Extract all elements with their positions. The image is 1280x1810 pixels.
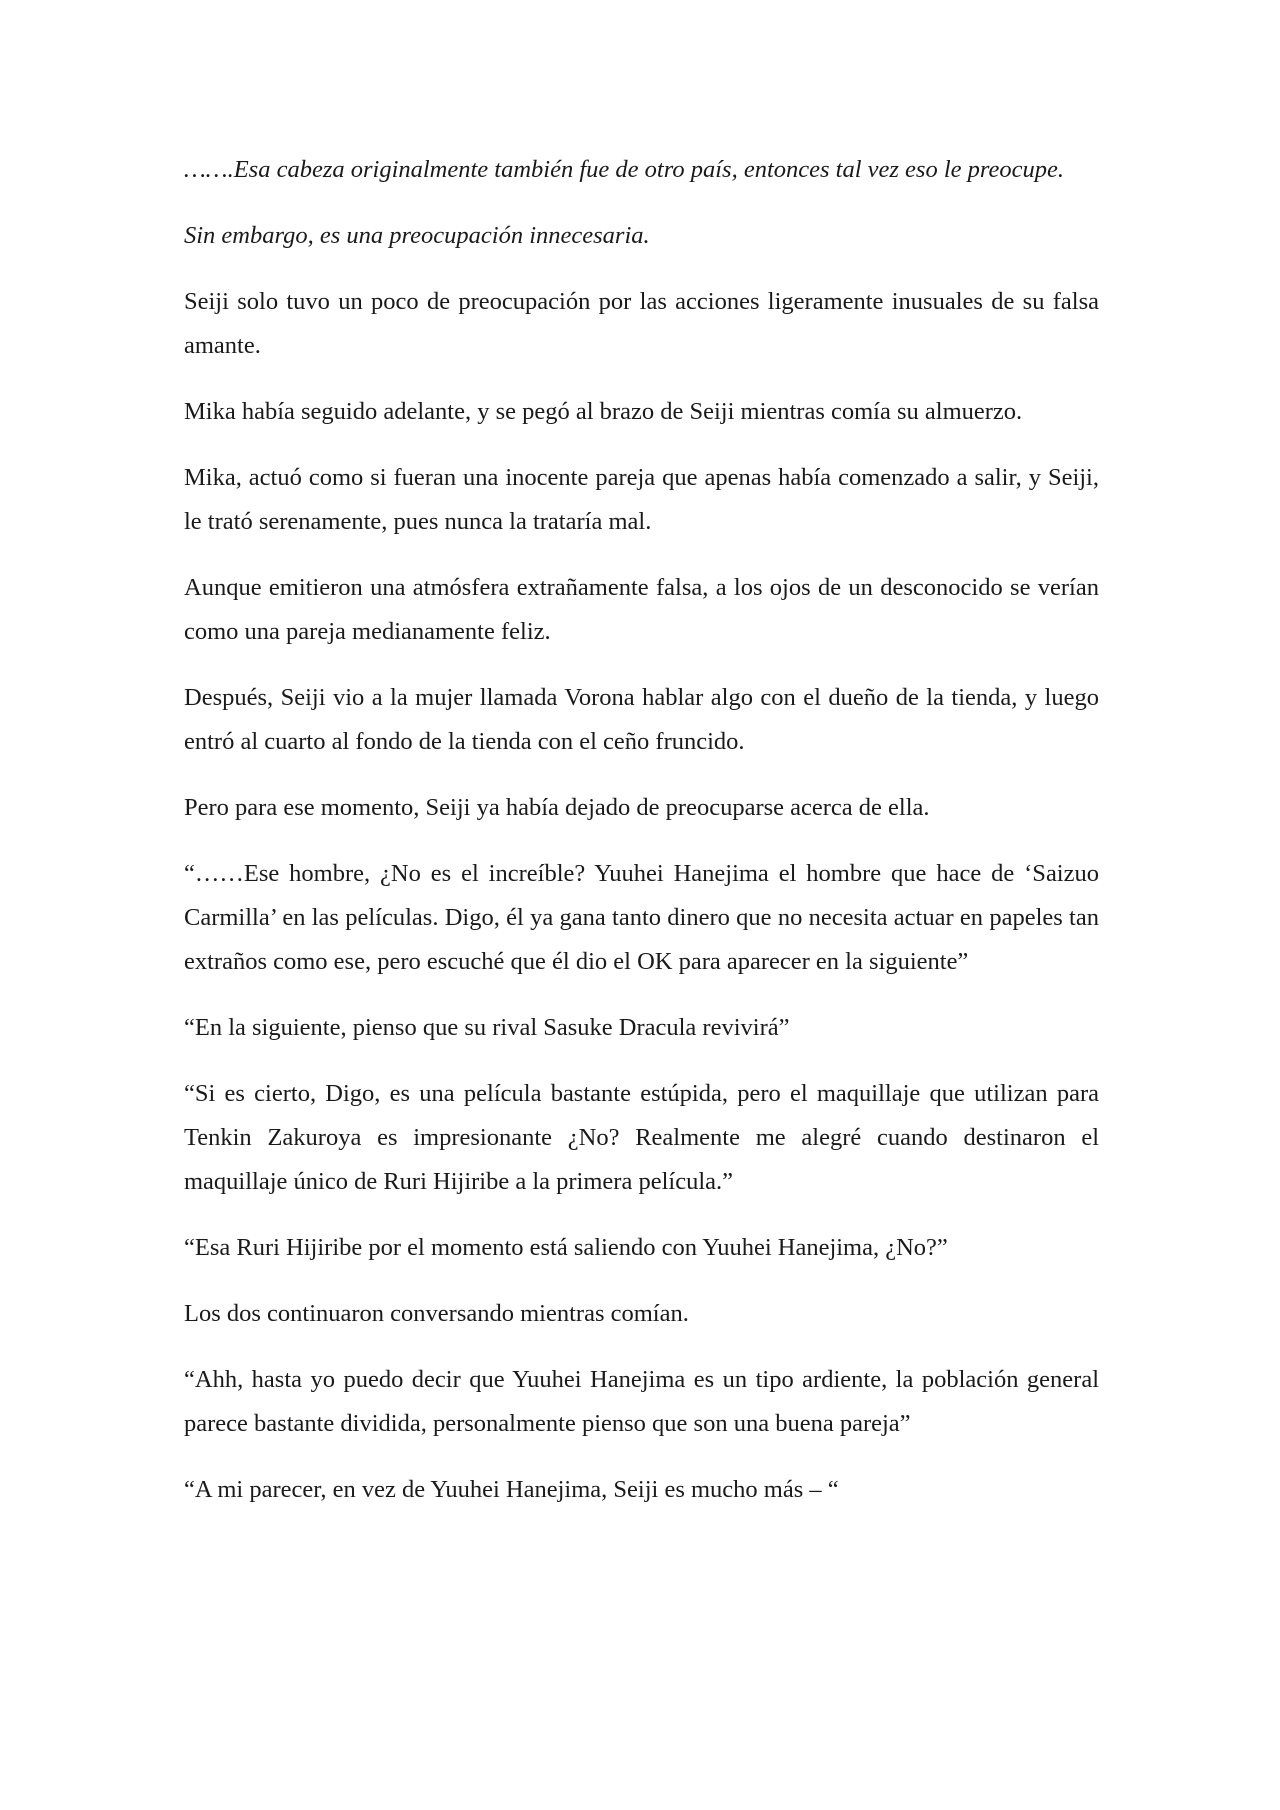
paragraph-15: “A mi parecer, en vez de Yuuhei Hanejima, Seiji es mucho más – “ — [184, 1476, 839, 1503]
paragraph-14: “Ahh, hasta yo puedo decir que Yuuhei Hanejima es un tipo ardiente, la población general parece bastante dividida, personalmente pienso que son una buena pareja” — [184, 1366, 1099, 1437]
paragraph-6: Aunque emitieron una atmósfera extrañamente falsa, a los ojos de un desconocido se verían como una pareja medianamente feliz. — [184, 574, 1099, 645]
paragraph-7: Después, Seiji vio a la mujer llamada Vorona hablar algo con el dueño de la tienda, y luego entró al cuarto al fondo de la tienda con el ceño fruncido. — [184, 684, 1099, 755]
paragraph-5: Mika, actuó como si fueran una inocente pareja que apenas había comenzado a salir, y Seiji, le trató serenamente, pues nunca la trataría mal. — [184, 464, 1099, 535]
paragraph-11: “Si es cierto, Digo, es una película bastante estúpida, pero el maquillaje que utilizan para Tenkin Zakuroya es impresionante ¿No? Realmente me alegré cuando destinaron el maquillaje único de Ruri Hijiribe a la primera película.” — [184, 1080, 1099, 1195]
paragraph-3: Seiji solo tuvo un poco de preocupación por las acciones ligeramente inusuales de su falsa amante. — [184, 288, 1099, 359]
paragraph-13: Los dos continuaron conversando mientras comían. — [184, 1300, 689, 1327]
paragraph-10: “En la siguiente, pienso que su rival Sasuke Dracula revivirá” — [184, 1014, 790, 1041]
paragraph-8: Pero para ese momento, Seiji ya había dejado de preocuparse acerca de ella. — [184, 794, 930, 821]
paragraph-1: …….Esa cabeza originalmente también fue de otro país, entonces tal vez eso le preocupe. — [184, 156, 1065, 183]
paragraph-12: “Esa Ruri Hijiribe por el momento está saliendo con Yuuhei Hanejima, ¿No?” — [184, 1234, 948, 1261]
paragraph-4: Mika había seguido adelante, y se pegó al brazo de Seiji mientras comía su almuerzo. — [184, 398, 1023, 425]
paragraph-9: “……Ese hombre, ¿No es el increíble? Yuuhei Hanejima el hombre que hace de ‘Saizuo Carmilla’ en las películas. Digo, él ya gana tanto dinero que no necesita actuar en papeles tan extraños como ese, pero escuché que él dio el OK para aparecer en la siguiente” — [184, 860, 1099, 975]
text-body — [184, 148, 1099, 1534]
paragraph-2: Sin embargo, es una preocupación innecesaria. — [184, 222, 650, 249]
